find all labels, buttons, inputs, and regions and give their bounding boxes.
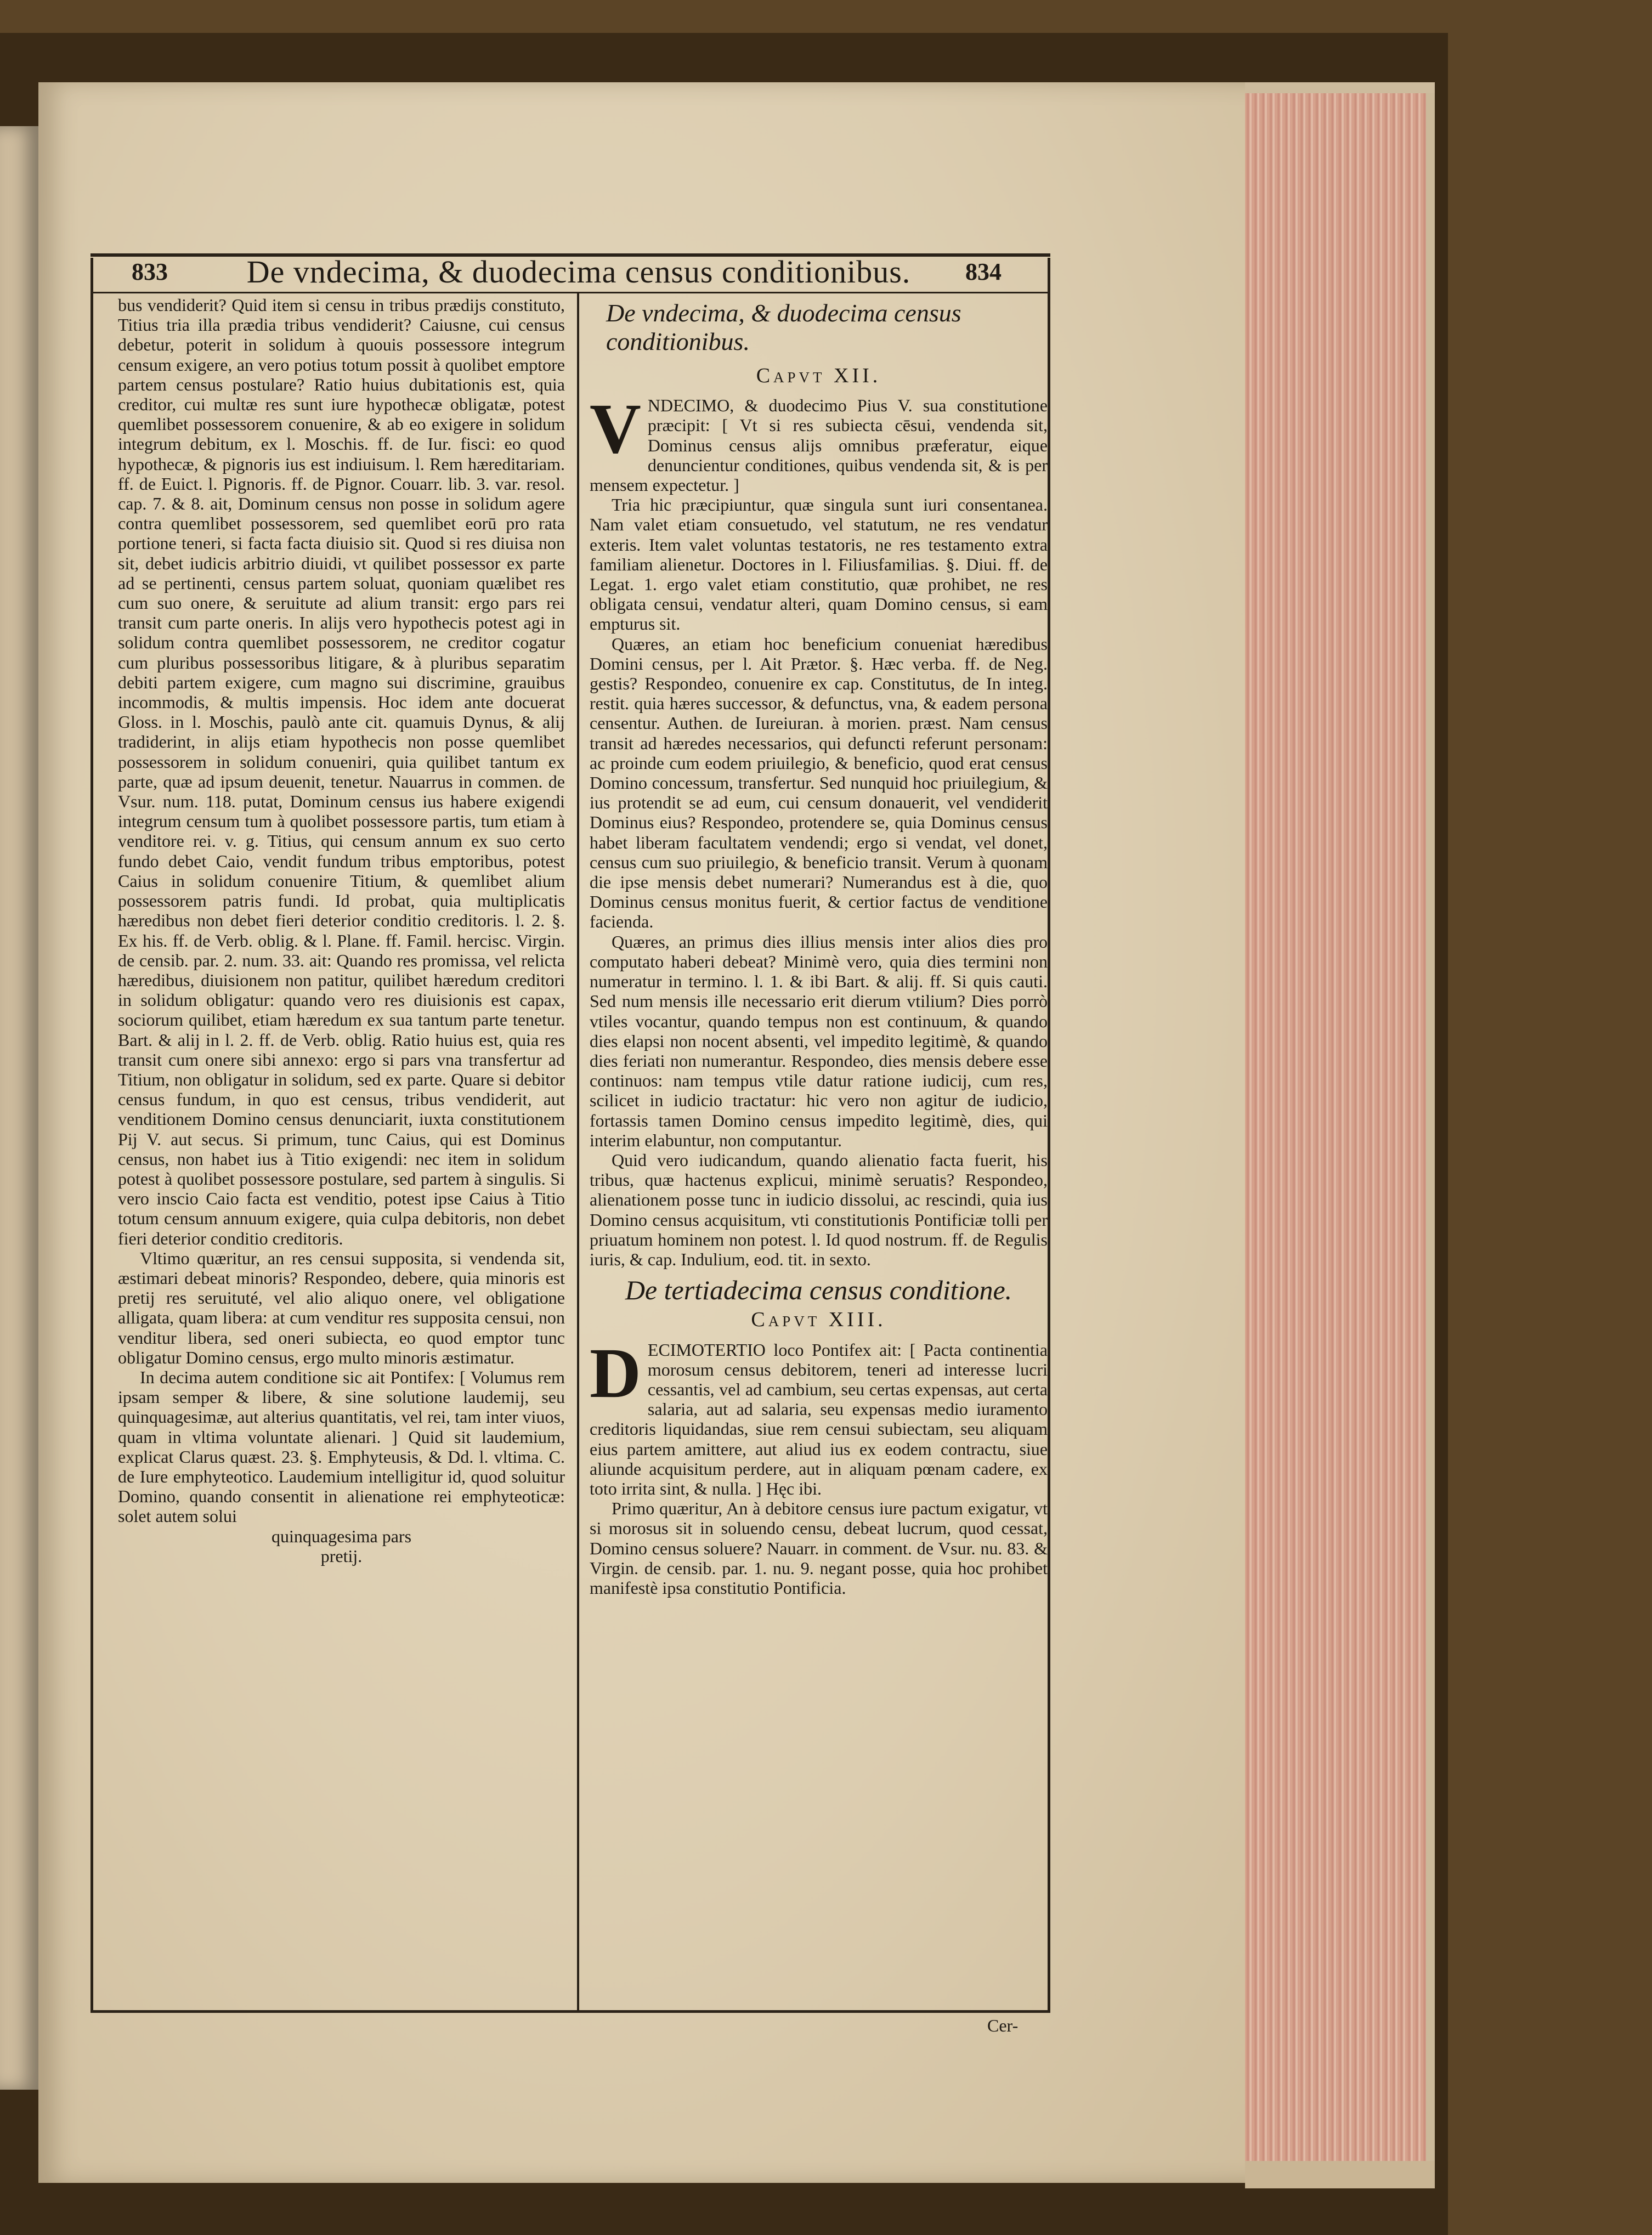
running-head: De vndecima, & duodecima census conditionibus. bbox=[246, 254, 911, 290]
drop-cap-2: D bbox=[590, 1333, 641, 1413]
page-number-left: 833 bbox=[132, 258, 168, 285]
left-column bbox=[118, 295, 565, 1566]
section-title-1: De vndecima, & duodecima census conditionibus. bbox=[606, 299, 961, 355]
page-block-bottom bbox=[1245, 2161, 1435, 2188]
chapter-heading-1: Capvt XII. bbox=[756, 364, 881, 387]
drop-cap-1: V bbox=[590, 389, 641, 469]
column-rule bbox=[577, 293, 579, 2013]
right-paragraph-5: Quid vero iudicandum, quando alienatio facta fuerit, his tribus, quæ hactenus explicui, minimè seruatis? Respondeo, alienationem posse tunc in iudicio dissolui, ac rescindi, quia ius Domino census acquisitum, vti constitutionis Pontificiæ tolli per priuatum hominem non potest. l. Id quod nostrum. ff. de Regulis iuris, & cap. Indulium, eod. tit. in sexto. bbox=[590, 1150, 1048, 1269]
right-paragraph-7: Primo quæritur, An à debitore census iure pactum exigatur, vt si morosus sit in soluendo censu, debeat lucrum, quod cessat, Domino census soluere? Nauarr. in comment. de Vsur. nu. 83. & Virgin. de censib. par. 1. nu. 9. negant posse, quia hoc prohibet manifestè ipsa constitutio Pontificia. bbox=[590, 1498, 1048, 1598]
right-paragraph-2: Tria hic præcipiuntur, quæ singula sunt iuri consentanea. Nam valet etiam consuetudo, vel statutum, ne res vendatur exteris. Item valet voluntas testatoris, ne res testamento extra familiam alienetur. Doctores in l. Filiusfamilias. §. Diui. ff. de Legat. 1. ergo valet etiam constitutio, quæ prohibet, ne res obligata censui, vendatur alteri, quam Domino census, si eam empturus sit. bbox=[590, 495, 1048, 634]
right-paragraph-3: Quæres, an etiam hoc beneficium conueniat hæredibus Domini census, per l. Ait Prætor. §. Hæc verba. ff. de Neg. gestis? Respondeo, conuenire ex cap. Constitutus, de In integ. restit. quia hæres successor, & defunctus, vna, & eadem persona censentur. Authen. de Iureiuran. à morien. præst. Nam census transit ad hæredes necessarios, qui defuncti referunt personam: ac proinde cum eodem priuilegio, & beneficio, quod erat census Domino concessum, transfertur. Sed nunquid hoc priuilegium, & ius protendit se ad eum, cui censum donauerit, vel vendiderit Dominus eius? Respondeo, protendere se, quia Dominus census habet liberam facultatem vendendi; ergo si vendat, vel donet, census cum suo priuilegio, & beneficio transit. Verum à quonam die ipse mensis debet numerari? Numerandus est à die, quo Dominus census monitus fuerit, & certior factus de venditione facienda. bbox=[590, 633, 1048, 932]
chapter-heading-2: Capvt XIII. bbox=[751, 1308, 886, 1332]
right-paragraph-4: Quæres, an primus dies illius mensis inter alios dies pro computato haberi debeat? Minimè vero, quia dies termini non numeratur in termino. l. 1. & ibi Bart. & alij. ff. Si quis cauti. Sed num mensis ille necessario erit dierum vtilium? Dies porrò vtiles vocantur, quando tempus non est continuum, & quando dies elapsi non nocent absenti, vel impedito legitimè, & quando dies feriati non numerantur. Respondeo, dies mensis debere esse continuos: nam tempus vtile datur ratione iudicij, cum res, scilicet in iudicio tractatur: hic vero non agitur de iudicio, fortassis tamen Domino census impedito legitimè, dies, qui interim elabuntur, non computantur. bbox=[590, 931, 1048, 1150]
left-paragraph-1: bus vendiderit? Quid item si censu in tribus prædijs constituto, Titius tria illa prædia tribus vendiderit? Caiusne, cui census debetur, poterit in solidum à quouis possessore integrum censum exigere, an vero potius totum possit à quolibet emptore partem census postulare? Ratio huius dubitationis est, quia creditor, cui multæ res sunt iure hypothecæ obligatæ, potest quemlibet possessorem conuenire, & ab eo exigere in solidum integrum debitum, ex l. Moschis. ff. de Iur. fisci: eo quod hypothecæ, & pignoris ius est indiuisum. l. Rem hæreditariam. ff. de Euict. l. Pignoris. ff. de Pignor. Couarr. lib. 3. var. resol. cap. 7. & 8. ait, Dominum census non posse in solidum agere contra quemlibet possessorem, sed quemlibet eorū pro rata portione teneri, si facta facta diuisio sit. Quod si res diuisa non sit, debet iudicis arbitrio diuidi, vt quilibet possessor ex parte ad se pertinenti, census partem soluat, quoniam quælibet res cum suo onere, & seruitute ad alium transit: ergo pars rei transit cum parte oneris. In alijs vero hypothecis potest agi in solidum contra quemlibet possessorem, ne creditor cogatur cum pluribus possessoribus litigare, & à pluribus separatim debiti partem exigere, cum magno sui discrimine, grauibus incommodis, & multis impensis. Hoc idem ante docuerat Gloss. in l. Moschis, paulò ante cit. quamuis Dynus, & alij tradiderint, in alijs etiam hypothecis non posse quemlibet possessorem in solidum conueniri, quia quilibet tantum ex parte, quæ ad ipsum deuenit, tenetur. Nauarrus in commen. de Vsur. num. 118. putat, Dominum census ius habere exigendi integrum censum tum à quolibet possessore partis, tum etiam à venditore rei. v. g. Titius, qui censum annum ex suo certo fundo debet Caio, vendit fundum tribus emptoribus, potest Caius in solidum conuenire Titium, & quemlibet alium possessorem patris fundi. Id probat, quia multiplicatis hæredibus non debet fieri deterior conditio creditoris. l. 2. §. Ex his. ff. de Verb. oblig. & l. Plane. ff. Famil. hercisc. Virgin. de censib. par. 2. num. 33. ait: Quando res promissa, vel relicta hæredibus, diuisionem non patitur, quilibet hæredum creditori in solidum obligatur: quando vero res diuisionis est capax, sociorum quilibet, etiam hæredum ex sua tantum parte tenetur. Bart. & alij in l. 2. ff. de Verb. oblig. Ratio huius est, quia res transit cum onere sibi annexo: ergo si pars vna transfertur ad Titium, non obligatur in solidum, sed ex parte. Quare si debitor census fundum, in quo est census, tribus vendiderit, aut venditionem Domino census denunciarit, iuxta constitutionem Pij V. aut secus. Si primum, tunc Caius, qui est Dominus census, non habet ius à Titio exigendi: nec item in solidum potest à quolibet possessore postulare, sed partem à singulis. Si vero inscio Caio facta est venditio, potest ipse Caius à Titio totum censum annuum exigere, quia culpa debitoris, non debet fieri deterior conditio creditoris. bbox=[118, 295, 565, 1248]
page-block-edge bbox=[1245, 93, 1435, 2177]
page-number-right: 834 bbox=[965, 258, 1002, 285]
left-tail-1: quinquagesima pars bbox=[271, 1526, 412, 1546]
left-tail-2: pretij. bbox=[320, 1546, 363, 1566]
right-paragraph-1: NDECIMO, & duodecimo Pius V. sua constitutione præcipit: [ Vt si res subiecta cēsui, vendenda sit, Dominus census alijs omnibus præferatur, eique denuncientur conditiones, quibus vendenda sit, & is per mensem expectetur. ] bbox=[590, 395, 1048, 495]
facing-page-edge bbox=[0, 126, 38, 2090]
left-paragraph-3: In decima autem conditione sic ait Pontifex: [ Volumus rem ipsam semper & libere, & sine solutione laudemij, seu quinquagesimæ, aut alterius quantitatis, vel rei, tam inter viuos, quam in vltima voluntate alienari. ] Quid sit laudemium, explicat Clarus quæst. 23. §. Emphyteusis, & Dd. l. vltima. C. de Iure emphyteotico. Laudemium intelligitur id, quod soluitur Domino, quando consentit in alienatione rei emphyteoticæ: solet autem solui bbox=[118, 1367, 565, 1526]
right-column bbox=[590, 299, 1048, 1598]
catchword: Cer- bbox=[987, 2016, 1019, 2035]
section-title-2: De tertiadecima census conditione. bbox=[625, 1275, 1012, 1306]
right-paragraph-6: ECIMOTERTIO loco Pontifex ait: [ Pacta continentia morosum census debitorem, teneri ad interesse lucri cessantis, vel ad cambium, seu certas expensas, aut certa salaria, aut ad salaria, seu expensas medio iuramento creditoris liquidandas, siue rem censui subiectam, seu aliquam eius partem amittere, aut aliud ius ex eodem contractu, siue aliunde acquisitum perdere, aut in aliquam pœnam cadere, ex toto irrita sint, & nulla. ] Hęc ibi. bbox=[590, 1339, 1048, 1498]
left-paragraph-2: Vltimo quæritur, an res censui supposita, si vendenda sit, æstimari debeat minoris? Respondeo, debere, quia minoris est pretij res seruituté, vel alio aliquo onere, vel obligatione alligata, quam libera: at cum venditur res supposita censui, non venditur libera, sed oneri subiecta, eo quod emptor tunc obligatur Domino census, ergo multo minoris æstimatur. bbox=[118, 1248, 565, 1367]
